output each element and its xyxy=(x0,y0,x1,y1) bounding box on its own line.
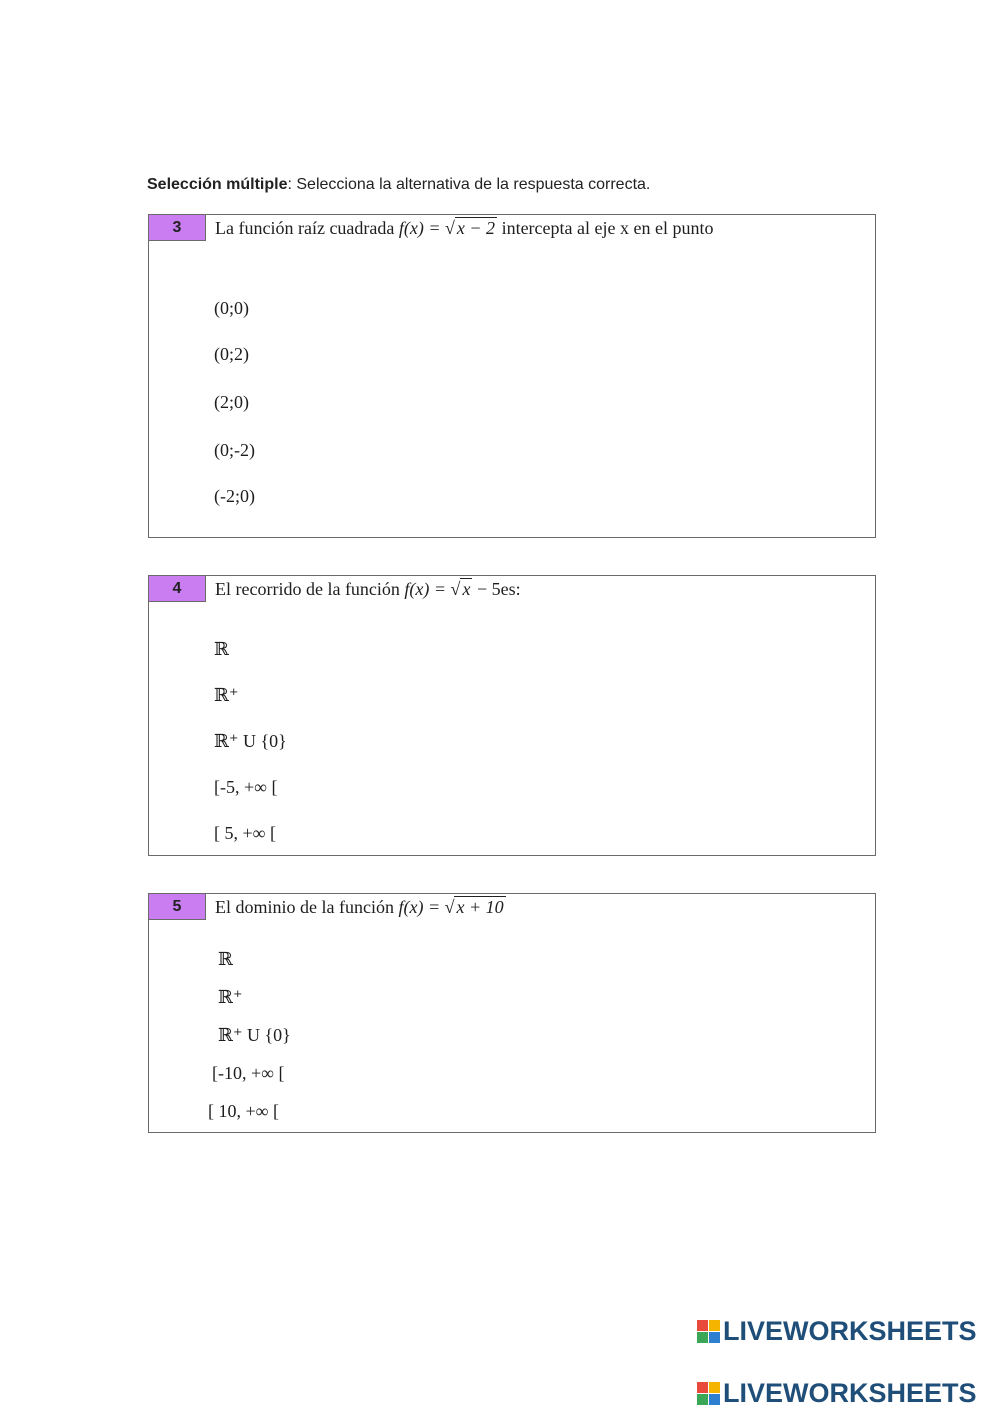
radicand: x xyxy=(462,579,471,599)
question-prefix: El dominio de la función xyxy=(215,897,394,917)
option-d[interactable]: [-5, +∞ [ xyxy=(214,777,278,797)
option-c[interactable]: ℝ⁺ U {0} xyxy=(214,731,287,751)
logo-text: LIVEWORKSHEETS xyxy=(723,1315,977,1346)
radicand: x + 10 xyxy=(456,897,504,917)
option-a[interactable]: ℝ xyxy=(214,639,229,659)
sqrt-icon: √ xyxy=(450,579,461,599)
question-text xyxy=(215,218,713,239)
question-text xyxy=(215,897,506,918)
question-prefix: La función raíz cuadrada xyxy=(215,218,395,238)
logo-text: LIVEWORKSHEETS xyxy=(723,1377,977,1408)
option-d[interactable]: [-10, +∞ [ xyxy=(212,1063,285,1083)
question-3 xyxy=(148,214,876,538)
option-c[interactable]: ℝ⁺ U {0} xyxy=(218,1025,291,1045)
option-c[interactable]: (2;0) xyxy=(214,392,249,412)
function-expression: f(x) = xyxy=(404,579,447,599)
sqrt-icon: √ xyxy=(444,897,455,917)
instructions-label: Selección múltiple xyxy=(147,176,288,193)
option-e[interactable]: [ 10, +∞ [ xyxy=(208,1101,279,1121)
question-number: 4 xyxy=(149,576,206,602)
sqrt-icon: √ xyxy=(445,218,455,238)
question-number: 3 xyxy=(149,215,206,241)
instructions xyxy=(147,176,650,194)
option-a[interactable]: (0;0) xyxy=(214,298,249,318)
question-suffix: − 5es: xyxy=(476,579,521,599)
function-expression: f(x) = xyxy=(398,218,441,238)
instructions-text: : Selecciona la alternativa de la respuesta correcta. xyxy=(287,176,651,193)
question-number: 5 xyxy=(149,894,206,920)
option-d[interactable]: (0;-2) xyxy=(214,440,255,460)
liveworksheets-logo xyxy=(697,1316,992,1346)
liveworksheets-logo xyxy=(697,1378,992,1408)
option-a[interactable]: ℝ xyxy=(218,949,233,969)
radicand: x − 2 xyxy=(456,218,496,238)
option-b[interactable]: ℝ⁺ xyxy=(214,685,239,705)
logo-mark-icon xyxy=(697,1382,720,1405)
function-expression: f(x) = xyxy=(398,897,441,917)
option-b[interactable]: (0;2) xyxy=(214,344,249,364)
option-b[interactable]: ℝ⁺ xyxy=(218,987,243,1007)
option-e[interactable]: [ 5, +∞ [ xyxy=(214,823,276,843)
question-text xyxy=(215,579,521,600)
option-e[interactable]: (-2;0) xyxy=(214,486,255,506)
question-suffix: intercepta al eje x en el punto xyxy=(501,218,714,238)
logo-mark-icon xyxy=(697,1320,720,1343)
question-4 xyxy=(148,575,876,856)
question-prefix: El recorrido de la función xyxy=(215,579,400,599)
question-5 xyxy=(148,893,876,1133)
